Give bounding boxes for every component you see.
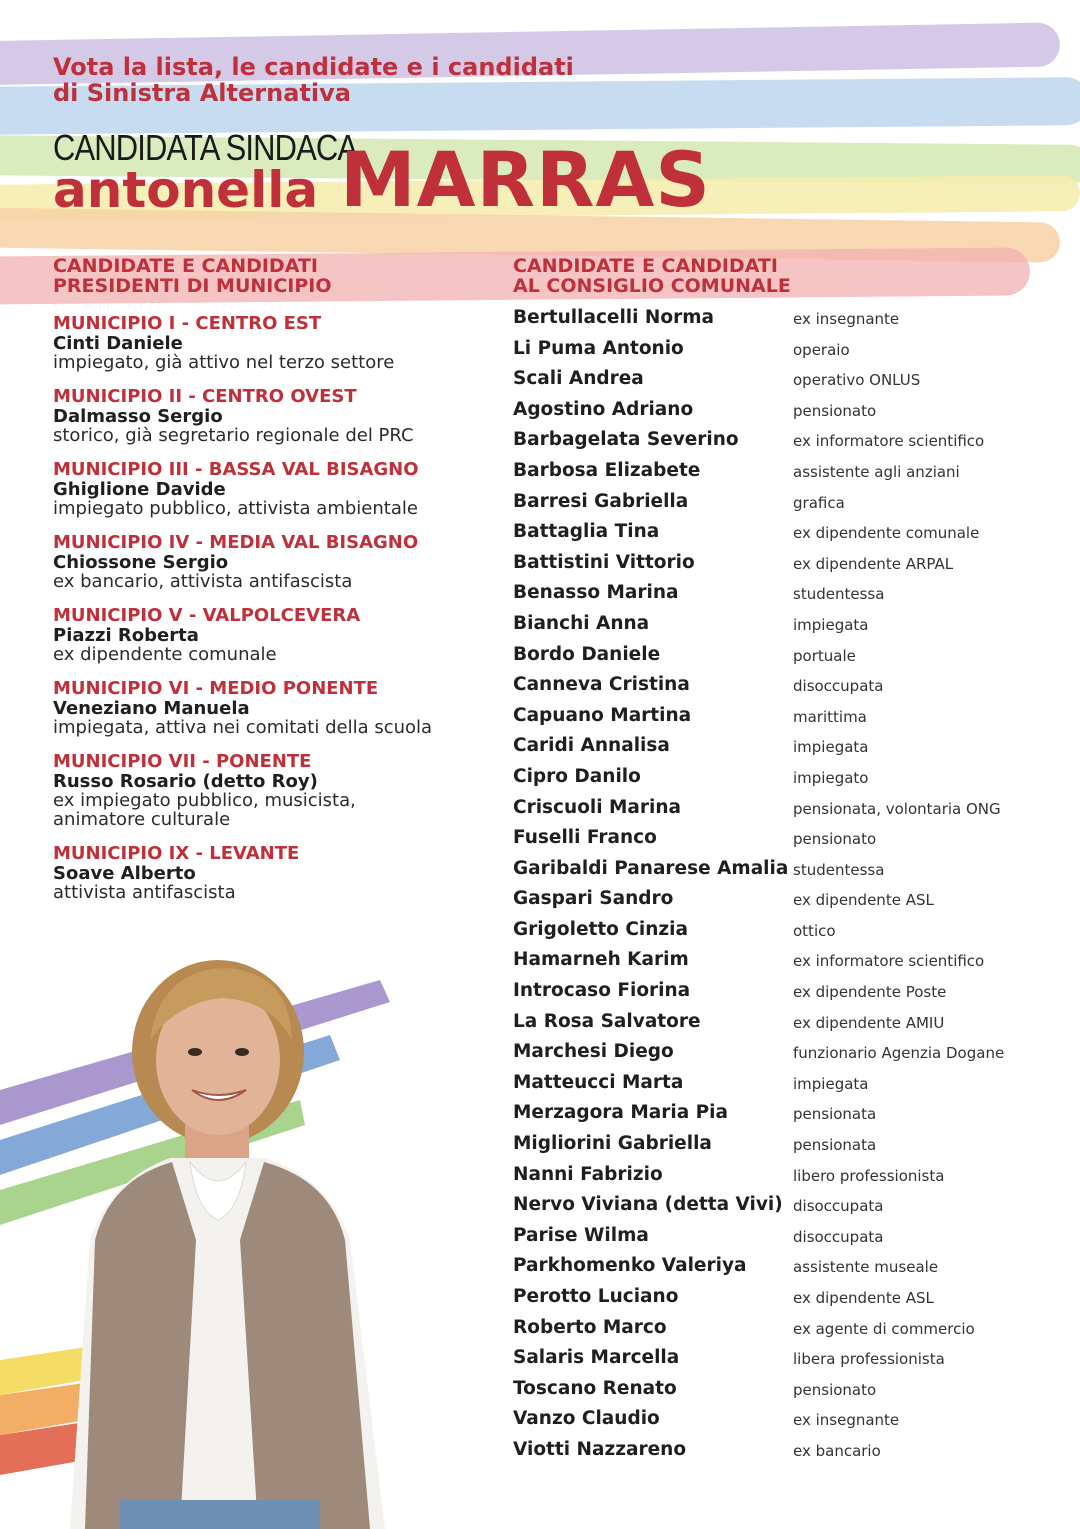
council-candidate-row [513, 1406, 1053, 1437]
council-candidate-job: pensionato [793, 401, 877, 420]
council-candidate-job: ex dipendente AMIU [793, 1013, 945, 1032]
council-candidate-name: Battaglia Tina [513, 521, 660, 543]
council-candidate-row [513, 1376, 1053, 1407]
municipio-candidate: Veneziano Manuela [53, 698, 250, 719]
council-candidate-row [513, 580, 1053, 611]
council-candidate-name: Scali Andrea [513, 368, 644, 390]
council-candidate-job: ex agente di commercio [793, 1319, 975, 1338]
municipio-role: attivista antifascista [53, 882, 236, 903]
council-candidate-job: impiegata [793, 1074, 869, 1093]
council-candidate-job: ex bancario [793, 1441, 881, 1460]
council-candidate-job: ex insegnante [793, 310, 900, 328]
council-candidate-row [513, 1009, 1053, 1040]
municipio-candidate: Russo Rosario (detto Roy) [53, 771, 318, 792]
council-candidate-job: assistente museale [793, 1258, 939, 1277]
municipi-heading-line1: CANDIDATE E CANDIDATI [53, 255, 318, 277]
council-candidate-row [513, 978, 1053, 1009]
municipio-role: ex dipendente comunale [53, 644, 277, 665]
council-candidate-job: pensionata [793, 1136, 877, 1155]
council-candidate-job: impiegata [793, 615, 869, 634]
council-candidate-name: Viotti Nazzareno [513, 1438, 687, 1460]
council-heading-line1: CANDIDATE E CANDIDATI [513, 255, 778, 277]
municipio-name: MUNICIPIO II - CENTRO OVEST [53, 386, 357, 407]
council-candidate-row [513, 795, 1053, 826]
council-candidate-job: pensionato [793, 1380, 877, 1399]
council-candidate-row [513, 917, 1053, 948]
municipio-name: MUNICIPIO VII - PONENTE [53, 751, 312, 772]
council-candidate-row [513, 1345, 1053, 1376]
council-candidate-name: Matteucci Marta [513, 1071, 684, 1093]
council-candidate-row [513, 366, 1053, 397]
council-candidate-name: Caridi Annalisa [513, 735, 670, 757]
council-candidate-row [513, 886, 1053, 917]
municipio-candidate: Soave Alberto [53, 863, 196, 884]
council-candidate-name: Salaris Marcella [513, 1347, 680, 1369]
council-candidate-job: pensionata [793, 1105, 877, 1124]
slogan-line1: Vota la lista, le candidate e i candidati [53, 53, 574, 81]
council-candidate-row [513, 1131, 1053, 1162]
municipi-heading [53, 256, 332, 296]
council-candidate-job: ottico [793, 921, 836, 940]
council-candidate-row [513, 397, 1053, 428]
council-candidate-row [513, 642, 1053, 673]
municipio-item [53, 533, 483, 591]
municipio-item [53, 844, 483, 902]
municipio-role: storico, già segretario regionale del PRC [53, 425, 414, 446]
council-candidate-name: Hamarneh Karim [513, 949, 689, 971]
council-candidate-job: funzionario Agenzia Dogane [793, 1044, 1005, 1063]
council-candidate-row [513, 672, 1053, 703]
council-candidate-row [513, 1223, 1053, 1254]
municipio-candidate: Cinti Daniele [53, 333, 183, 354]
municipio-candidate: Piazzi Roberta [53, 625, 199, 646]
municipio-candidate: Chiossone Sergio [53, 552, 229, 573]
council-candidate-job: ex dipendente ASL [793, 891, 934, 910]
council-candidate-job: ex informatore scientifico [793, 432, 985, 451]
council-candidate-job: ex dipendente ARPAL [793, 554, 954, 573]
council-candidate-row [513, 427, 1053, 458]
council-candidate-name: Barbosa Elizabete [513, 459, 701, 481]
council-candidate-job: marittima [793, 707, 867, 726]
council-candidate-name: Grigoletto Cinzia [513, 918, 689, 940]
municipio-item [53, 752, 483, 829]
council-candidate-name: Vanzo Claudio [513, 1408, 660, 1430]
council-candidate-row [513, 519, 1053, 550]
council-candidate-row [513, 1437, 1053, 1468]
council-candidate-row [513, 550, 1053, 581]
municipio-role: ex impiegato pubblico, musicista, animatore culturale [53, 790, 356, 830]
municipi-list [53, 314, 483, 917]
council-candidate-row [513, 1039, 1053, 1070]
council-candidate-job: pensionata, volontaria ONG [793, 799, 1001, 818]
council-candidate-name: Garibaldi Panarese Amalia [513, 857, 789, 879]
municipi-heading-line2: PRESIDENTI DI MUNICIPIO [53, 275, 332, 297]
municipio-role: impiegato, già attivo nel terzo settore [53, 352, 395, 373]
candidate-photo [0, 940, 500, 1529]
council-candidate-name: Toscano Renato [513, 1377, 677, 1399]
municipio-item [53, 606, 483, 664]
council-candidate-name: Bertullacelli Norma [513, 307, 715, 328]
council-candidate-name: Capuano Martina [513, 704, 692, 726]
municipio-role: impiegata, attiva nei comitati della scuola [53, 717, 433, 738]
municipio-name: MUNICIPIO V - VALPOLCEVERA [53, 605, 361, 626]
council-candidate-row [513, 489, 1053, 520]
council-candidate-job: operaio [793, 340, 850, 359]
council-list [513, 305, 1053, 1468]
council-candidate-name: Benasso Marina [513, 582, 679, 604]
council-candidate-name: Barbagelata Severino [513, 429, 739, 451]
council-candidate-row [513, 1315, 1053, 1346]
council-candidate-row [513, 856, 1053, 887]
council-candidate-name: Battistini Vittorio [513, 551, 695, 573]
municipio-role: impiegato pubblico, attivista ambientale [53, 498, 418, 519]
council-candidate-job: ex dipendente Poste [793, 983, 947, 1002]
council-candidate-row [513, 947, 1053, 978]
council-candidate-row [513, 458, 1053, 489]
council-candidate-job: disoccupata [793, 677, 884, 696]
council-candidate-name: Perotto Luciano [513, 1286, 679, 1307]
council-candidate-name: Bordo Daniele [513, 643, 661, 665]
council-heading-line2: AL CONSIGLIO COMUNALE [513, 275, 791, 297]
council-candidate-name: Introcaso Fiorina [513, 980, 691, 1002]
council-candidate-name: Bianchi Anna [513, 612, 650, 634]
council-candidate-job: ex dipendente comunale [793, 524, 980, 543]
council-candidate-name: Parise Wilma [513, 1224, 649, 1246]
municipio-item [53, 679, 483, 737]
council-candidate-row [513, 1284, 1053, 1315]
council-candidate-name: Nanni Fabrizio [513, 1163, 663, 1185]
council-candidate-job: ex informatore scientifico [793, 952, 985, 971]
council-candidate-job: pensionato [793, 830, 877, 849]
slogan-line2: di Sinistra Alternativa [53, 79, 351, 107]
council-candidate-job: libero professionista [793, 1166, 945, 1185]
council-candidate-job: studentessa [793, 585, 885, 604]
council-candidate-row [513, 611, 1053, 642]
council-candidate-name: Migliorini Gabriella [513, 1133, 712, 1155]
municipio-candidate: Dalmasso Sergio [53, 406, 223, 427]
council-candidate-row [513, 1162, 1053, 1193]
council-candidate-job: impiegata [793, 738, 869, 757]
council-candidate-job: portuale [793, 646, 856, 665]
council-candidate-name: Marchesi Diego [513, 1041, 674, 1063]
municipio-name: MUNICIPIO III - BASSA VAL BISAGNO [53, 459, 419, 480]
council-candidate-row [513, 1070, 1053, 1101]
candidate-last-name: MARRAS [340, 135, 712, 224]
council-candidate-name: Parkhomenko Valeriya [513, 1255, 747, 1277]
council-candidate-job: assistente agli anziani [793, 462, 960, 481]
council-candidate-name: Gaspari Sandro [513, 888, 674, 910]
candidate-first-name: antonella [53, 161, 319, 219]
council-candidate-name: Agostino Adriano [513, 398, 694, 420]
council-candidate-name: Fuselli Franco [513, 827, 657, 849]
council-candidate-row [513, 703, 1053, 734]
slogan [53, 54, 673, 106]
council-candidate-row [513, 336, 1053, 367]
council-candidate-job: disoccupata [793, 1227, 884, 1246]
council-candidate-row [513, 764, 1053, 795]
council-candidate-row [513, 733, 1053, 764]
council-candidate-row [513, 1192, 1053, 1223]
municipio-role: ex bancario, attivista antifascista [53, 571, 353, 592]
municipio-item [53, 314, 483, 372]
municipio-name: MUNICIPIO VI - MEDIO PONENTE [53, 678, 379, 699]
council-candidate-name: Merzagora Maria Pia [513, 1102, 728, 1124]
council-candidate-name: Criscuoli Marina [513, 796, 682, 818]
council-candidate-name: La Rosa Salvatore [513, 1010, 701, 1032]
council-candidate-job: impiegato [793, 768, 869, 787]
council-candidate-row [513, 1100, 1053, 1131]
council-candidate-job: operativo ONLUS [793, 371, 921, 390]
council-candidate-job: libera professionista [793, 1350, 945, 1369]
council-candidate-row [513, 1253, 1053, 1284]
council-candidate-name: Barresi Gabriella [513, 490, 689, 512]
council-candidate-row [513, 305, 1053, 336]
council-candidate-name: Roberto Marco [513, 1316, 667, 1338]
municipio-name: MUNICIPIO IX - LEVANTE [53, 843, 300, 864]
council-candidate-job: ex dipendente ASL [793, 1289, 934, 1307]
council-candidate-row [513, 825, 1053, 856]
candidate-label: CANDIDATA SINDACA [53, 127, 358, 168]
council-candidate-job: studentessa [793, 860, 885, 879]
council-candidate-job: disoccupata [793, 1197, 884, 1216]
council-candidate-job: ex insegnante [793, 1411, 900, 1430]
municipio-candidate: Ghiglione Davide [53, 479, 226, 500]
council-heading [513, 256, 791, 296]
municipio-item [53, 387, 483, 445]
municipio-name: MUNICIPIO IV - MEDIA VAL BISAGNO [53, 532, 419, 553]
council-candidate-job: grafica [793, 493, 845, 512]
council-candidate-name: Li Puma Antonio [513, 337, 684, 359]
council-candidate-name: Cipro Danilo [513, 765, 641, 787]
council-candidate-name: Canneva Cristina [513, 674, 690, 696]
municipio-item [53, 460, 483, 518]
council-candidate-name: Nervo Viviana (detta Vivi) [513, 1194, 783, 1216]
municipio-name: MUNICIPIO I - CENTRO EST [53, 313, 322, 334]
